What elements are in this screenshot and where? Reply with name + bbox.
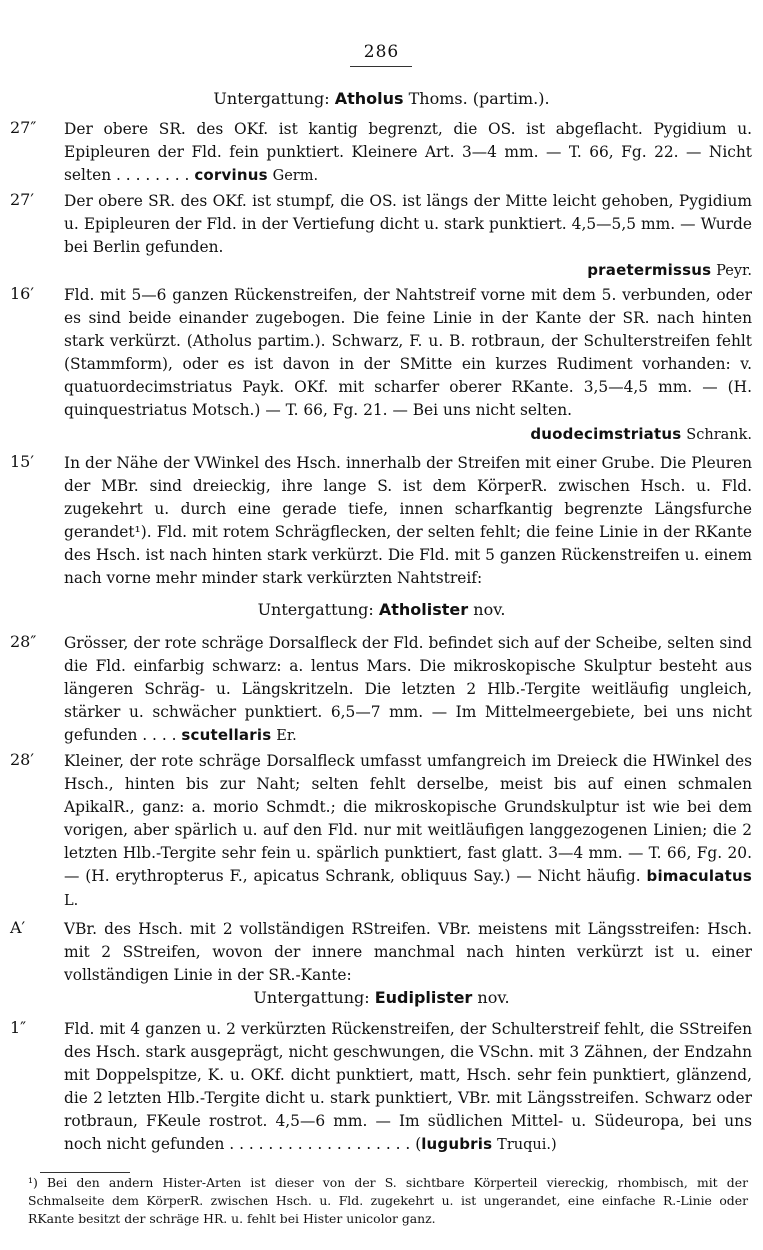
entry-text: Kleiner, der rote schräge Dorsalfleck umfasst umfangreich im Dreieck die HWinkel des Hsch., hinten bis zur Naht; selten fehlt derselbe, meist bis auf einen schmalen ApikalR., ganz: a. morio Schmdt.; die mikroskopische Grundskulptur ist wie bei dem vorigen, aber spärlich u. auf den Fld. nur mit weitläufigen langgezogenen Linien; die 2 letzten Hlb.-Tergite sehr fein u. spärlich punktiert, fast glatt. 3—4 mm. — T. 66, Fg. 20. — (H. erythropterus F., apicatus Schrank, obliquus Say.) — Nicht häufig. — [64, 752, 752, 886]
footnote-rule — [40, 1172, 130, 1173]
species-name: lugubris — [421, 1135, 493, 1154]
key-entry — [64, 1018, 752, 1158]
species-author: Truqui.) — [497, 1137, 557, 1154]
couplet-number: 27′ — [10, 190, 34, 209]
species-author: Germ. — [272, 168, 319, 185]
couplet-number: A′ — [10, 918, 26, 937]
heading-suffix: nov. — [477, 988, 510, 1007]
heading-genus: Eudiplister — [374, 988, 473, 1007]
key-entry — [64, 918, 752, 987]
couplet-number: 28′ — [10, 750, 34, 769]
entry-text: In der Nähe der VWinkel des Hsch. innerhalb der Streifen mit einer Grube. Die Pleuren der MBr. sind dreieckig, ihre lange S. ist dem KörperR. zwischen Hsch. u. Fld. zugekehrt u. durch eine gerade tiefe, innen scharfkantig begrenzte Längsfurche gerandet¹). Fld. mit rotem Schrägflecken, der selten fehlt; die feine Linie in der RKante des Hsch. ist nach hinten stark verkürzt. Die Fld. mit 5 ganzen Rückenstreifen u. einem nach vorne mehr minder stark verkürzten Nahtstreif: — [64, 454, 752, 588]
subgenus-heading-eudiplister — [0, 988, 763, 1007]
heading-genus: Atholister — [378, 600, 469, 619]
couplet-number: 15′ — [10, 452, 34, 471]
species-name: corvinus — [194, 166, 268, 185]
footnote: ¹) Bei den andern Hister-Arten ist dieser von der S. sichtbare Körperteil viereckig, rhombisch, mit der Schmalseite dem KörperR. zwischen Hsch. u. Fld. zugekehrt u. ist ungerandet, eine einfache R.-Linie oder RKante besitzt der schräge HR. u. fehlt bei Hister unicolor ganz. — [28, 1175, 748, 1226]
key-entry — [64, 118, 752, 188]
heading-prefix: Untergattung: — [253, 988, 370, 1007]
couplet-number: 1″ — [10, 1018, 27, 1037]
page-number: 286 — [363, 42, 400, 62]
species-name: duodecimstriatus — [530, 424, 682, 443]
key-entry — [64, 452, 752, 591]
key-entry — [64, 750, 752, 913]
heading-prefix: Untergattung: — [213, 89, 330, 108]
page-number-rule — [350, 66, 412, 67]
entry-text: Fld. mit 4 ganzen u. 2 verkürzten Rückenstreifen, der Schulterstreif fehlt, die SStreifen des Hsch. stark ausgeprägt, nicht geschwungen, die VSchn. mit 3 Zähnen, der Endzahn mit Doppelspitze, K. u. OKf. dicht punktiert, matt, Hsch. sehr fein punktiert, glänzend, die 2 letzten Hlb.-Tergite dicht u. stark punktiert, VBr. mit Längsstreifen. Schwarz oder rotbraun, FKeule rostrot. 4,5—6 mm. — Im südlichen Mittel- u. Südeuropa, bei uns noch nicht gefunden . . . . . . . . . . . . . . . . . . . ( — [64, 1020, 752, 1154]
entry-text: Fld. mit 5—6 ganzen Rückenstreifen, der Nahtstreif vorne mit dem 5. verbunden, oder es sind beide einander zugebogen. Die feine Linie in der Kante der SR. nach hinten stark verkürzt. (Atholus partim.). Schwarz, F. u. B. rotbraun, der Schulterstreifen fehlt (Stammform), oder es ist davon in der SMitte ein kurzes Rudiment vorhanden: v. quatuordecimstriatus Payk. OKf. mit scharfer oberer RKante. 3,5—4,5 mm. — (H. quinquestriatus Motsch.) — T. 66, Fg. 21. — Bei uns nicht selten. — [64, 286, 752, 420]
species-author: Peyr. — [716, 263, 752, 280]
entry-text: Der obere SR. des OKf. ist kantig begrenzt, die OS. ist abgeflacht. Pygidium u. Epipleuren der Fld. fein punktiert. Kleinere Art. 3—4 mm. — T. 66, Fg. 22. — Nicht selten . . . . . . . . — [64, 120, 752, 185]
species-name: bimaculatus — [646, 867, 752, 886]
heading-suffix: nov. — [473, 600, 506, 619]
species-author: Schrank. — [686, 426, 752, 443]
species-author: L. — [64, 892, 79, 909]
species-name: praetermissus — [587, 261, 712, 280]
couplet-number: 27″ — [10, 118, 37, 137]
subgenus-heading-atholus — [0, 89, 763, 108]
heading-suffix: Thoms. (partim.). — [408, 89, 550, 108]
entry-text: Der obere SR. des OKf. ist stumpf, die OS. ist längs der Mitte leicht gehoben, Pygidium u. Epipleuren der Fld. in der Vertiefung dicht u. stark punktiert. 4,5—5,5 mm. — Wurde bei Berlin gefunden. — [64, 192, 752, 257]
couplet-number: 28″ — [10, 632, 37, 651]
couplet-number: 16′ — [10, 284, 34, 303]
entry-text: Grösser, der rote schräge Dorsalfleck der Fld. befindet sich auf der Scheibe, selten sind die Fld. einfarbig schwarz: a. lentus Mars. Die mikroskopische Skulptur besteht aus längeren Schräg- u. Längskritzeln. Die letzten 2 Hlb.-Tergite weitläufig ungleich, stärker u. schwächer punktiert. 6,5—7 mm. — Im Mittelmeergebiete, bei uns nicht gefunden . . . . — [64, 634, 752, 745]
key-entry — [64, 284, 752, 447]
heading-genus: Atholus — [334, 89, 404, 108]
subgenus-heading-atholister — [0, 600, 763, 619]
species-author: Er. — [276, 728, 297, 745]
key-entry — [64, 632, 752, 748]
species-name: scutellaris — [181, 726, 272, 745]
entry-text: VBr. des Hsch. mit 2 vollständigen RStreifen. VBr. meistens mit Längsstreifen: Hsch. mit 2 SStreifen, wovon der innere manchmal nach hinten verkürzt ist u. einer vollständigen Linie in der SR.-Kante: — [64, 920, 752, 985]
heading-prefix: Untergattung: — [257, 600, 374, 619]
key-entry — [64, 190, 752, 283]
